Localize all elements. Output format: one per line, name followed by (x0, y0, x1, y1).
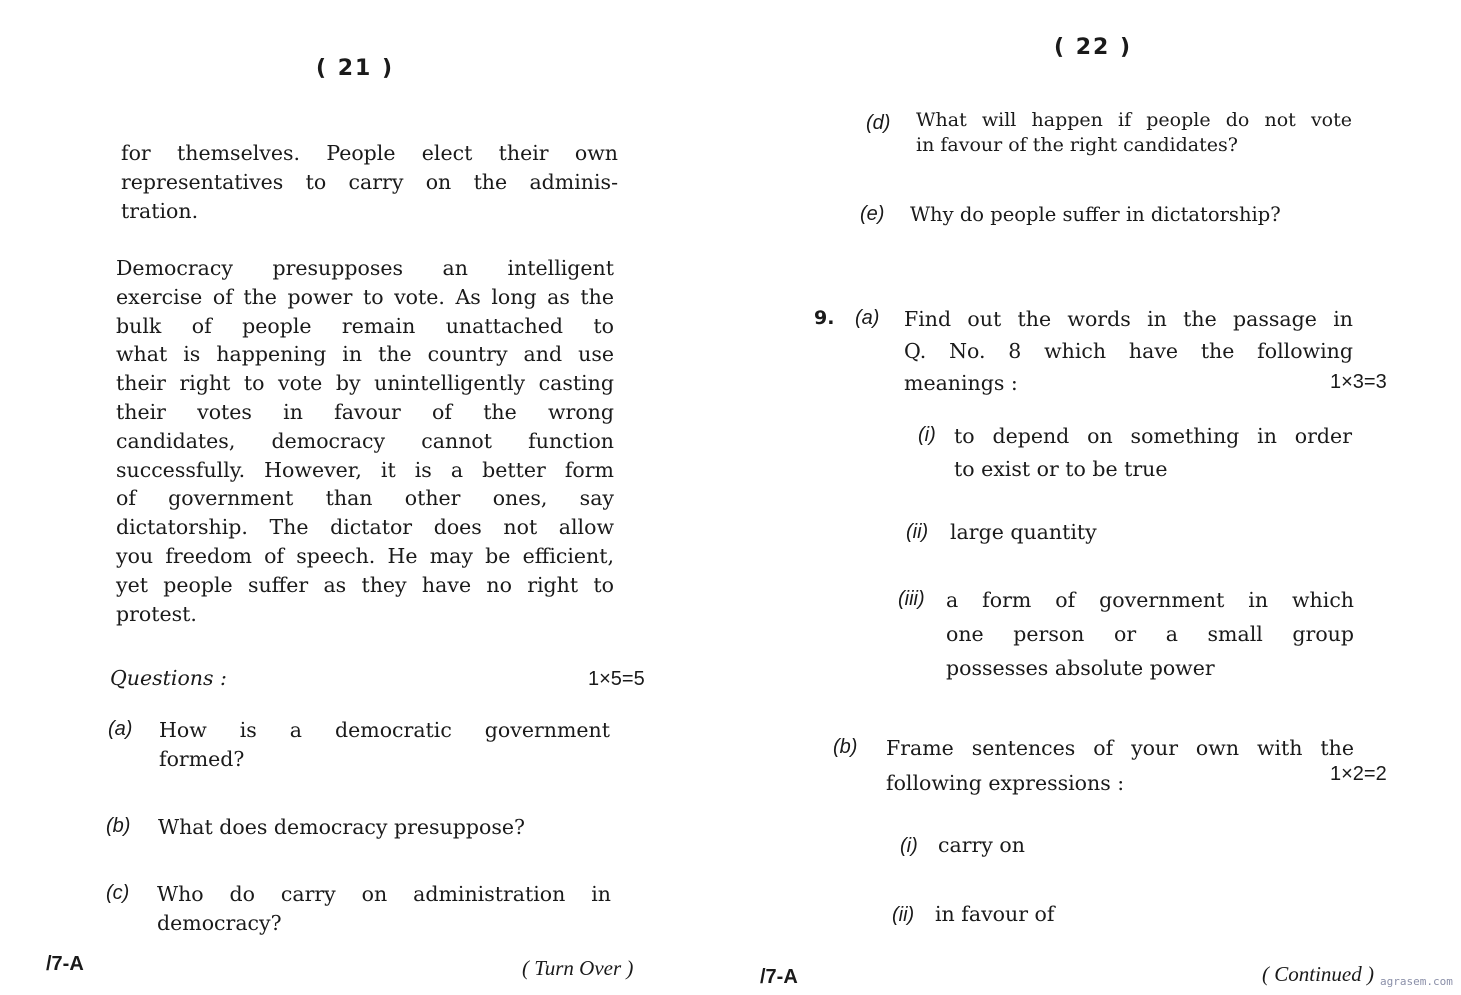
question-a (159, 716, 610, 774)
passage-line: Democracy presupposes an intelligent (116, 256, 614, 280)
question-line: in favour of the right candidates? (916, 134, 1238, 156)
passage-line: successfully. However, it is a better form (116, 457, 614, 482)
passage-line: what is happening in the country and use (116, 342, 614, 367)
question-line: What will happen if people do not vote (916, 109, 1352, 131)
question-line: How is a democratic government (159, 718, 610, 742)
question-b (158, 813, 525, 842)
questions-heading: Questions : (110, 666, 227, 690)
question-line: Why do people suffer in dictatorship? (910, 203, 1281, 226)
meaning-item-iii (946, 583, 1354, 685)
passage-line: of government than other ones, say (116, 486, 614, 511)
question-e (910, 200, 1281, 229)
item-line: large quantity (950, 520, 1097, 544)
question-line: What does democracy presuppose? (158, 815, 526, 839)
passage-line: you freedom of speech. He may be efficient, (116, 543, 614, 568)
item-label: (i) (918, 424, 936, 446)
passage-line: exercise of the power to vote. As long as the (116, 284, 614, 309)
question-line: democracy? (157, 911, 282, 935)
question-c (157, 880, 611, 938)
passage-line: their votes in favour of the wrong (116, 399, 614, 424)
question-number: 9. (814, 307, 835, 329)
question-label: (b) (106, 815, 131, 837)
question-line: Who do carry on administration in (157, 882, 611, 906)
questions-marks: 1×5=5 (588, 668, 645, 690)
meaning-item-i (954, 420, 1352, 486)
left-footer-note: ( Turn Over ) (522, 956, 634, 980)
question-line: Find out the words in the passage in (904, 307, 1353, 331)
question-line: Frame sentences of your own with the (886, 736, 1354, 760)
question-label: (e) (860, 203, 885, 225)
expression-item-ii: in favour of (935, 902, 1055, 926)
intro-line: for themselves. People elect their own (121, 141, 618, 165)
intro-line: representatives to carry on the adminis- (121, 170, 618, 194)
question-label: (a) (855, 307, 880, 329)
item-label: (i) (900, 835, 918, 857)
left-footer-code: /7-A (46, 953, 84, 975)
passage-line: their right to vote by unintelligently casting (116, 371, 614, 396)
passage-line: dictatorship. The dictator does not allow (116, 515, 614, 540)
intro-line: tration. (121, 199, 199, 223)
question-label: (d) (866, 112, 891, 134)
right-page-number: ( 22 ) (1054, 35, 1133, 60)
item-line: to depend on something in order (954, 424, 1352, 448)
passage-paragraph (116, 254, 614, 628)
question-label: (c) (106, 882, 130, 904)
item-line: a form of government in which (946, 588, 1354, 612)
question-d (916, 108, 1352, 158)
right-footer-note: ( Continued ) (1262, 962, 1374, 986)
passage-line: bulk of people remain unattached to (116, 313, 614, 338)
intro-paragraph (121, 139, 618, 226)
question-9b-marks: 1×2=2 (1330, 763, 1387, 785)
question-label: (a) (108, 718, 133, 740)
watermark: agrasem.com (1380, 975, 1453, 988)
item-label: (ii) (892, 904, 915, 926)
item-line: one person or a small group (946, 622, 1354, 646)
passage-line: yet people suffer as they have no right to (116, 572, 614, 597)
item-label: (ii) (906, 521, 929, 543)
question-line: meanings : (904, 371, 1018, 395)
question-line: formed? (159, 747, 245, 771)
item-line: to exist or to be true (954, 457, 1168, 481)
question-line: following expressions : (886, 771, 1125, 795)
item-label: (iii) (898, 588, 925, 610)
question-9b (886, 731, 1354, 801)
left-page-number: ( 21 ) (316, 56, 395, 81)
meaning-item-ii (950, 518, 1097, 547)
expression-item-i: carry on (938, 833, 1025, 857)
question-9a (904, 303, 1353, 399)
question-line: Q. No. 8 which have the following (904, 339, 1353, 363)
passage-line: candidates, democracy cannot function (116, 428, 614, 453)
right-footer-code: /7-A (760, 966, 798, 988)
item-line: possesses absolute power (946, 656, 1215, 680)
passage-line: protest. (116, 601, 197, 626)
question-9a-marks: 1×3=3 (1330, 371, 1387, 393)
question-label: (b) (833, 736, 858, 758)
